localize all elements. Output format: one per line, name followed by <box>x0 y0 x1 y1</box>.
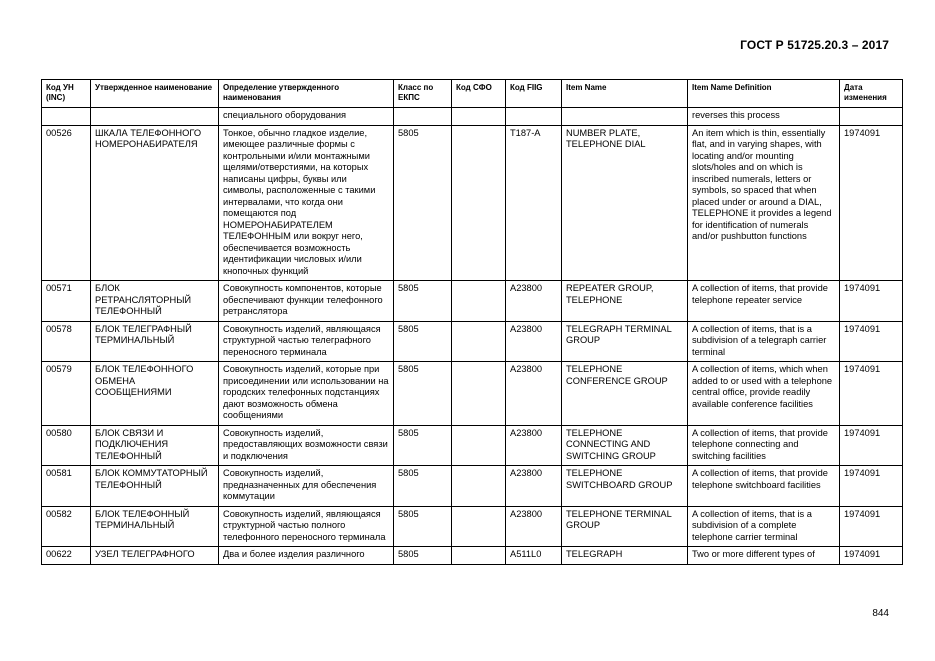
cell-fiig: A511L0 <box>506 547 562 565</box>
column-header-item-name: Item Name <box>562 80 688 108</box>
items-table <box>41 79 903 565</box>
cell-sfo <box>452 547 506 565</box>
cell-class: 5805 <box>394 125 452 281</box>
cell-name: БЛОК ТЕЛЕГРАФНЫЙ ТЕРМИНАЛЬНЫЙ <box>91 321 219 362</box>
table-row <box>42 362 903 426</box>
page-number: 844 <box>872 608 889 619</box>
table-row <box>42 125 903 281</box>
cell-item-name: NUMBER PLATE, TELEPHONE DIAL <box>562 125 688 281</box>
cell-definition: Тонкое, обычно гладкое изделие, имеющее различные формы с контрольными и/или монтажными щелями/отверстиями, на которых написаны цифры, буквы или символы, расположенные с такими интервалами, что когда они помещаются под НОМЕРОНАБИРАТЕЛЕМ ТЕЛЕФОННЫМ или вокруг него, обеспечивается возможность идентификации числовых и/или кнопочных функций <box>219 125 394 281</box>
table-row <box>42 425 903 466</box>
cell-class: 5805 <box>394 466 452 507</box>
cell-item-name: TELEPHONE TERMINAL GROUP <box>562 506 688 547</box>
cell-class: 5805 <box>394 321 452 362</box>
cell-class: 5805 <box>394 506 452 547</box>
cell-definition: Совокупность изделий, являющаяся структурной частью полного телефонного переносного терминала <box>219 506 394 547</box>
cell-inc: 00526 <box>42 125 91 281</box>
cell-fiig: A23800 <box>506 466 562 507</box>
cell-sfo <box>452 108 506 126</box>
cell-item-definition: An item which is thin, essentially flat, and in varying shapes, with locating and/or mounting slots/holes and on which is inscribed numerals, letters or symbols, so spaced that when placed under or around a DIAL, TELEPHONE it provides a legend for identification of numerals and/or pushbutton functions <box>688 125 840 281</box>
cell-item-definition: A collection of items, that is a subdivision of a telegraph carrier terminal <box>688 321 840 362</box>
cell-item-name: TELEGRAPH <box>562 547 688 565</box>
cell-definition: Совокупность изделий, которые при присоединении или использовании на городских телефонных подстанциях дают возможность обмена сообщениями <box>219 362 394 426</box>
cell-item-name: TELEPHONE SWITCHBOARD GROUP <box>562 466 688 507</box>
cell-item-definition: A collection of items, that provide telephone connecting and switching facilities <box>688 425 840 466</box>
cell-name: БЛОК РЕТРАНСЛЯТОРНЫЙ ТЕЛЕФОННЫЙ <box>91 281 219 322</box>
cell-sfo <box>452 466 506 507</box>
cell-date: 1974091 <box>840 506 903 547</box>
cell-sfo <box>452 125 506 281</box>
cell-inc: 00581 <box>42 466 91 507</box>
cell-item-definition: A collection of items, that provide telephone repeater service <box>688 281 840 322</box>
cell-date <box>840 108 903 126</box>
cell-item-definition: Two or more different types of <box>688 547 840 565</box>
cell-sfo <box>452 321 506 362</box>
cell-item-name: TELEPHONE CONNECTING AND SWITCHING GROUP <box>562 425 688 466</box>
cell-inc: 00622 <box>42 547 91 565</box>
cell-date: 1974091 <box>840 281 903 322</box>
cell-item-definition: reverses this process <box>688 108 840 126</box>
cell-item-definition: A collection of items, that is a subdivision of a complete telephone carrier terminal <box>688 506 840 547</box>
cell-fiig: T187-A <box>506 125 562 281</box>
cell-item-name: TELEPHONE CONFERENCE GROUP <box>562 362 688 426</box>
cell-inc: 00579 <box>42 362 91 426</box>
cell-definition: Совокупность изделий, предназначенных для обеспечения коммутации <box>219 466 394 507</box>
cell-fiig: A23800 <box>506 506 562 547</box>
table-row <box>42 506 903 547</box>
column-header-definition: Определение утвержденного наименования <box>219 80 394 108</box>
cell-date: 1974091 <box>840 362 903 426</box>
cell-fiig: A23800 <box>506 321 562 362</box>
column-header-item-definition: Item Name Definition <box>688 80 840 108</box>
cell-fiig: A23800 <box>506 362 562 426</box>
cell-sfo <box>452 425 506 466</box>
cell-definition: Совокупность компонентов, которые обеспечивают функции телефонного ретранслятора <box>219 281 394 322</box>
cell-definition: Два и более изделия различного <box>219 547 394 565</box>
cell-date: 1974091 <box>840 425 903 466</box>
cell-item-name: TELEGRAPH TERMINAL GROUP <box>562 321 688 362</box>
cell-inc: 00578 <box>42 321 91 362</box>
cell-class <box>394 108 452 126</box>
cell-class: 5805 <box>394 362 452 426</box>
cell-sfo <box>452 281 506 322</box>
cell-inc <box>42 108 91 126</box>
cell-class: 5805 <box>394 281 452 322</box>
column-header-date: Дата изменения <box>840 80 903 108</box>
cell-date: 1974091 <box>840 547 903 565</box>
cell-item-name <box>562 108 688 126</box>
table-body <box>42 108 903 565</box>
column-header-class: Класс по ЕКПС <box>394 80 452 108</box>
cell-sfo <box>452 362 506 426</box>
cell-definition: Совокупность изделий, предоставляющих возможности связи и подключения <box>219 425 394 466</box>
column-header-name: Утвержденное наименование <box>91 80 219 108</box>
cell-date: 1974091 <box>840 321 903 362</box>
cell-date: 1974091 <box>840 466 903 507</box>
cell-date: 1974091 <box>840 125 903 281</box>
table-row <box>42 281 903 322</box>
table-row <box>42 466 903 507</box>
cell-name: БЛОК ТЕЛЕФОННОГО ОБМЕНА СООБЩЕНИЯМИ <box>91 362 219 426</box>
cell-fiig: A23800 <box>506 425 562 466</box>
cell-item-definition: A collection of items, that provide telephone switchboard facilities <box>688 466 840 507</box>
cell-name: УЗЕЛ ТЕЛЕГРАФНОГО <box>91 547 219 565</box>
cell-definition: Совокупность изделий, являющаяся структурной частью телеграфного переносного терминала <box>219 321 394 362</box>
cell-name: ШКАЛА ТЕЛЕФОННОГО НОМЕРОНАБИРАТЕЛЯ <box>91 125 219 281</box>
table-row <box>42 321 903 362</box>
cell-fiig: A23800 <box>506 281 562 322</box>
column-header-sfo: Код СФО <box>452 80 506 108</box>
cell-fiig <box>506 108 562 126</box>
cell-inc: 00571 <box>42 281 91 322</box>
cell-name: БЛОК КОММУТАТОРНЫЙ ТЕЛЕФОННЫЙ <box>91 466 219 507</box>
table-row <box>42 547 903 565</box>
column-header-inc: Код УН (INC) <box>42 80 91 108</box>
cell-name: БЛОК СВЯЗИ И ПОДКЛЮЧЕНИЯ ТЕЛЕФОННЫЙ <box>91 425 219 466</box>
column-header-fiig: Код FIIG <box>506 80 562 108</box>
table-row-continuation <box>42 108 903 126</box>
table-header-row <box>42 80 903 108</box>
cell-definition: специального оборудования <box>219 108 394 126</box>
document-header: ГОСТ Р 51725.20.3 – 2017 <box>740 38 889 52</box>
cell-item-definition: A collection of items, which when added to or used with a telephone central office, provide readily available conference facilities <box>688 362 840 426</box>
cell-inc: 00580 <box>42 425 91 466</box>
cell-sfo <box>452 506 506 547</box>
cell-name: БЛОК ТЕЛЕФОННЫЙ ТЕРМИНАЛЬНЫЙ <box>91 506 219 547</box>
cell-class: 5805 <box>394 547 452 565</box>
cell-name <box>91 108 219 126</box>
cell-inc: 00582 <box>42 506 91 547</box>
cell-class: 5805 <box>394 425 452 466</box>
cell-item-name: REPEATER GROUP, TELEPHONE <box>562 281 688 322</box>
